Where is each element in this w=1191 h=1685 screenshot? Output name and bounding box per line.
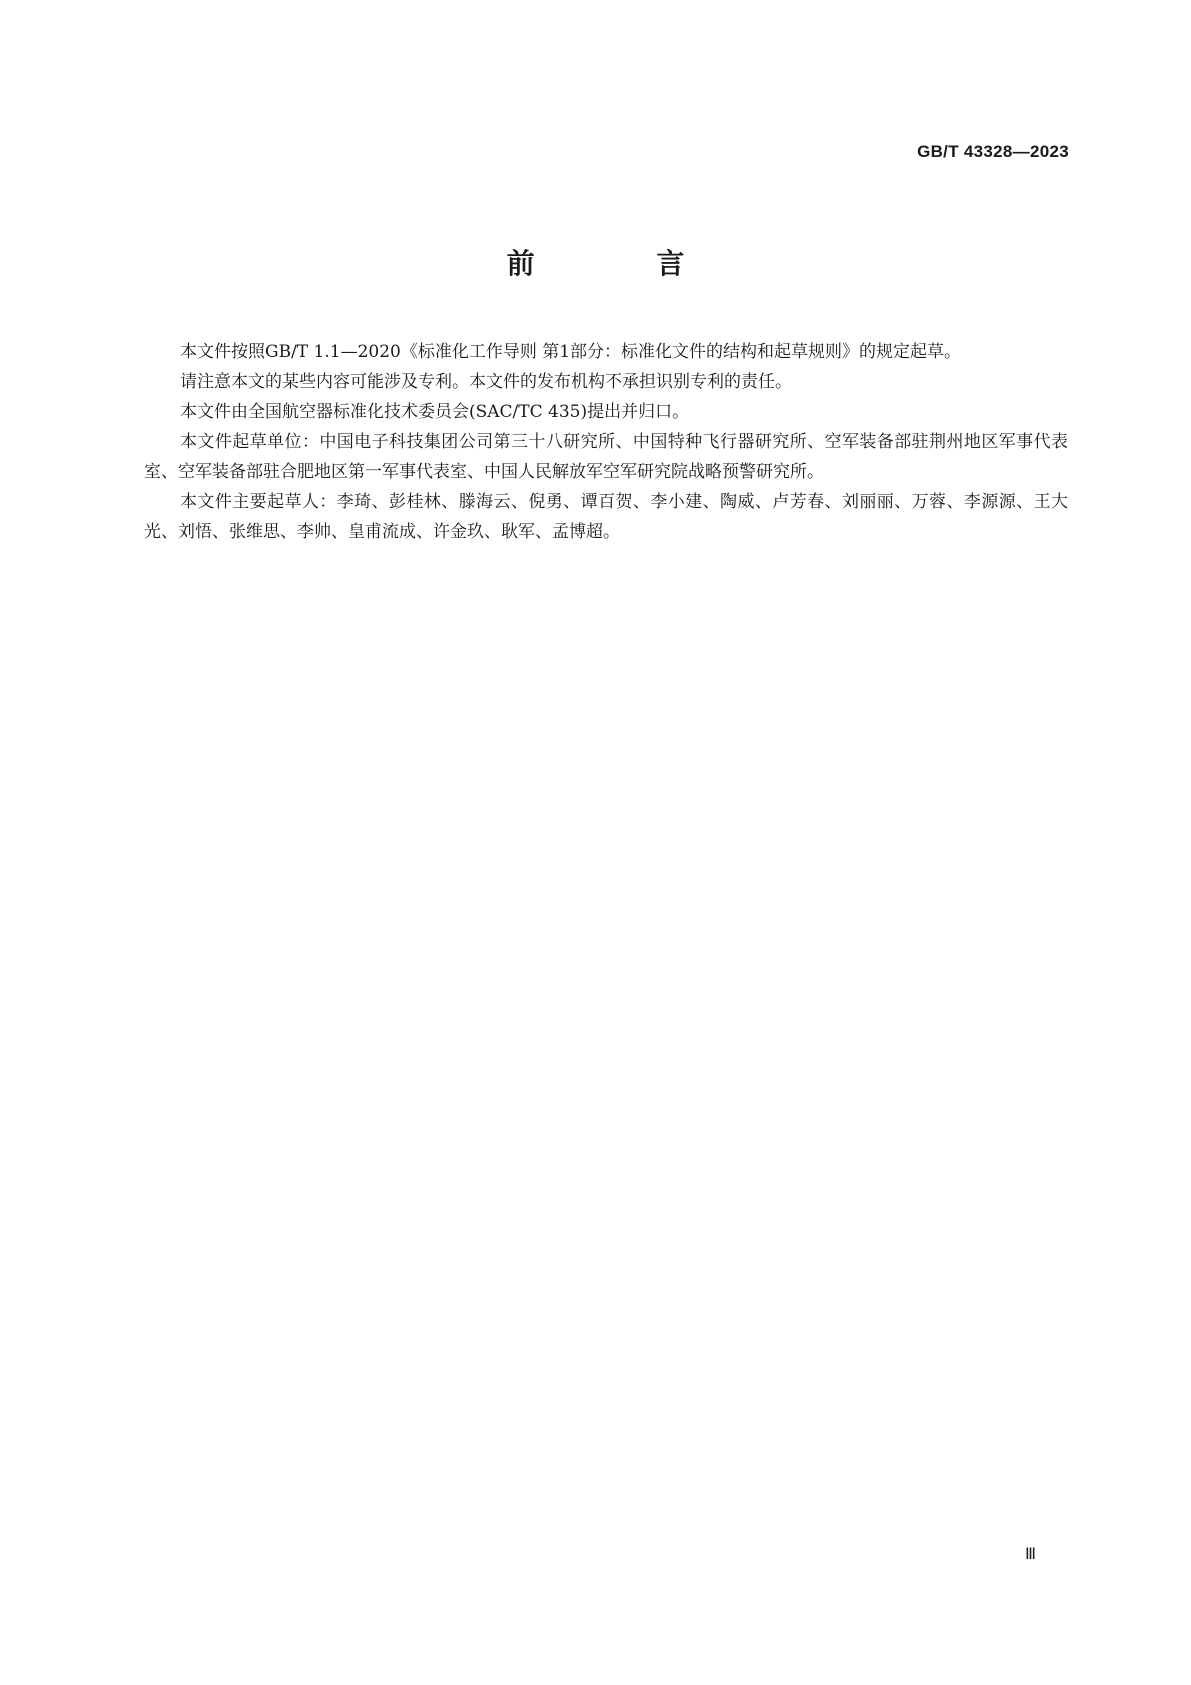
paragraph-patent-notice: 请注意本文的某些内容可能涉及专利。本文件的发布机构不承担识别专利的责任。: [180, 372, 792, 392]
foreword-body: [144, 337, 1068, 547]
paragraph-drafting-units: 本文件起草单位：中国电子科技集团公司第三十八研究所、中国特种飞行器研究所、空军装备部驻荆州地区军事代表室、空军装备部驻合肥地区第一军事代表室、中国人民解放军空军研究院战略预警研究所。: [144, 432, 1068, 482]
paragraph-drafting-rules: 本文件按照GB/T 1.1—2020《标准化工作导则 第1部分：标准化文件的结构和起草规则》的规定起草。: [180, 342, 962, 362]
page-number: Ⅲ: [1024, 1546, 1036, 1563]
paragraph-proposer: 本文件由全国航空器标准化技术委员会(SAC/TC 435)提出并归口。: [180, 402, 690, 422]
page-title: 前 言: [506, 247, 741, 280]
paragraph-drafters: 本文件主要起草人：李琦、彭桂林、滕海云、倪勇、谭百贺、李小建、陶威、卢芳春、刘丽丽、万蓉、李源源、王大光、刘悟、张维思、李帅、皇甫流成、许金玖、耿军、孟博超。: [144, 492, 1068, 542]
standard-code-header: GB/T 43328—2023: [917, 142, 1069, 161]
